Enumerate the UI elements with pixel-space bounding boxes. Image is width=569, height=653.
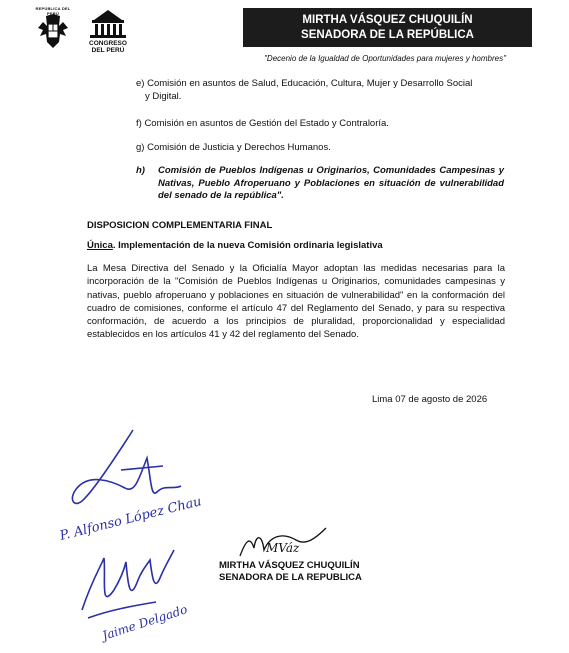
logo-peru-text: REPÚBLICA DEL PERÚ [35,6,71,16]
congress-building-icon [84,6,132,40]
signature-mirtha-text: MVáz [266,541,300,555]
subsection-title [87,240,383,251]
decade-motto: "Decenio de la Igualdad de Oportunidades para mujeres y hombres" [264,54,506,63]
signer-block [219,560,362,584]
congreso-peru-logo [84,6,132,56]
list-item-e [136,78,504,103]
signature-lopez-chau [55,418,225,558]
congreso-line2: DEL PERÚ [91,47,125,54]
signer-name: MIRTHA VÁSQUEZ CHUQUILÍN [219,560,360,571]
republica-peru-logo [30,6,76,56]
signature-jaime-delgado-text: Jaime Delgado [100,602,190,643]
signature-jaime-delgado [70,540,220,648]
congreso-line1: CONGRESO [89,40,127,47]
list-item-h-key: h) [136,165,145,176]
date-line: Lima 07 de agosto de 2026 [372,394,488,405]
senator-banner [243,8,532,47]
list-item-f: f) Comisión en asuntos de Gestión del Estado y Contraloría. [136,118,389,129]
section-title: DISPOSICION COMPLEMENTARIA FINAL [87,220,273,231]
list-item-e-line2: y Digital. [145,90,182,102]
banner-name: MIRTHA VÁSQUEZ CHUQUILÍN [302,13,473,26]
list-item-h-text: Comisión de Pueblos Indígenas u Originarios, Comunidades Campesinas y Nativas, Pueblo Afroperuano y Poblaciones en situación de vulnerabilidad del senado de la república". [158,165,504,201]
list-item-e-line1: e) Comisión en asuntos de Salud, Educación, Cultura, Mujer y Desarrollo Social [136,78,473,89]
subsection-key: Única [87,240,113,251]
list-item-g: g) Comisión de Justicia y Derechos Humanos. [136,142,331,153]
subsection-rest: . Implementación de la nueva Comisión ordinaria legislativa [112,240,383,251]
signer-title: SENADORA DE LA REPUBLICA [219,572,362,583]
signature-lopez-chau-text: P. Alfonso López Chau [58,494,204,544]
banner-title: SENADORA DE LA REPÚBLICA [301,28,474,41]
body-paragraph: La Mesa Directiva del Senado y la Oficialía Mayor adoptan las medidas necesarias para la incorporación de la "Comisión de Pueblos Indígenas u Originarios, comunidades campesinas y nativas, pueblo afroperuano y poblaciones en situación de vulnerabilidad" en la conformación del cuadro de comisiones, conforme el artículo 47 del Reglamento del Senado, y para su respectiva conformación, de acuerdo a los principios de pluralidad, proporcionalidad y especialidad establecidos en los artículos 41 y 42 del reglamento del Senado. [87,263,505,341]
